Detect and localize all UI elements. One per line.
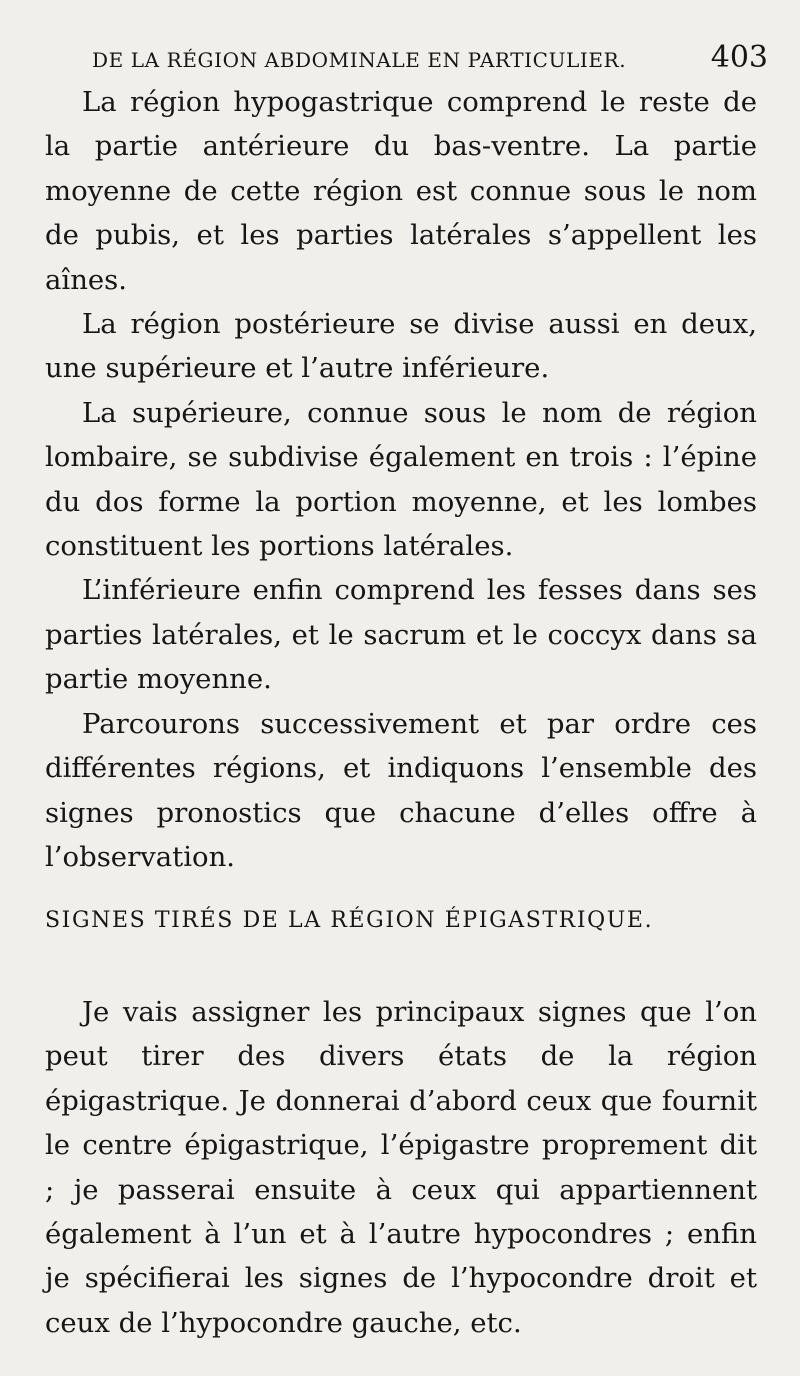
section-body-text (45, 990, 757, 1345)
running-head-title: DE LA RÉGION ABDOMINALE EN PARTICULIER. (92, 48, 627, 72)
section-heading: SIGNES TIRÉS DE LA RÉGION ÉPIGASTRIQUE. (45, 908, 654, 933)
paragraph-survey-regions: Parcourons successivement et par ordre ces différentes régions, et indiquons l’ensemble des signes pronostics que chacune d’elles offre à l’observation. (45, 707, 757, 873)
body-text (45, 80, 757, 879)
paragraph-lumbar-region: La supérieure, connue sous le nom de région lombaire, se subdivise également en trois : l’épine du dos forme la portion moyenne, et les lombes constituent les portions latérales. (45, 396, 757, 563)
paragraph-hypogastric-region: La région hypogastrique comprend le reste de la partie antérieure du bas-ventre. La partie moyenne de cette région est connue sous le nom de pubis, et les parties latérales s’appellent les aînes. (45, 86, 757, 296)
paragraph-epigastric-signs: Je vais assigner les principaux signes que l’on peut tirer des divers états de la région épigastrique. Je donnerai d’abord ceux que fournit le centre épigastrique, l’épigastre proprement dit ; je passerai ensuite à ceux qui appartiennent également à l’un et à l’autre hypocondres ; enfin je spécifierai les signes de l’hypocondre droit et ceux de l’hypocondre gauche, etc. (45, 996, 757, 1339)
running-head (92, 40, 768, 80)
paragraph-posterior-region: La région postérieure se divise aussi en deux, une supérieure et l’autre inférieure. (45, 308, 757, 385)
page-number: 403 (710, 40, 768, 75)
paragraph-inferior-region: L’inférieure enfin comprend les fesses dans ses parties latérales, et le sacrum et le coccyx dans sa partie moyenne. (45, 574, 757, 696)
